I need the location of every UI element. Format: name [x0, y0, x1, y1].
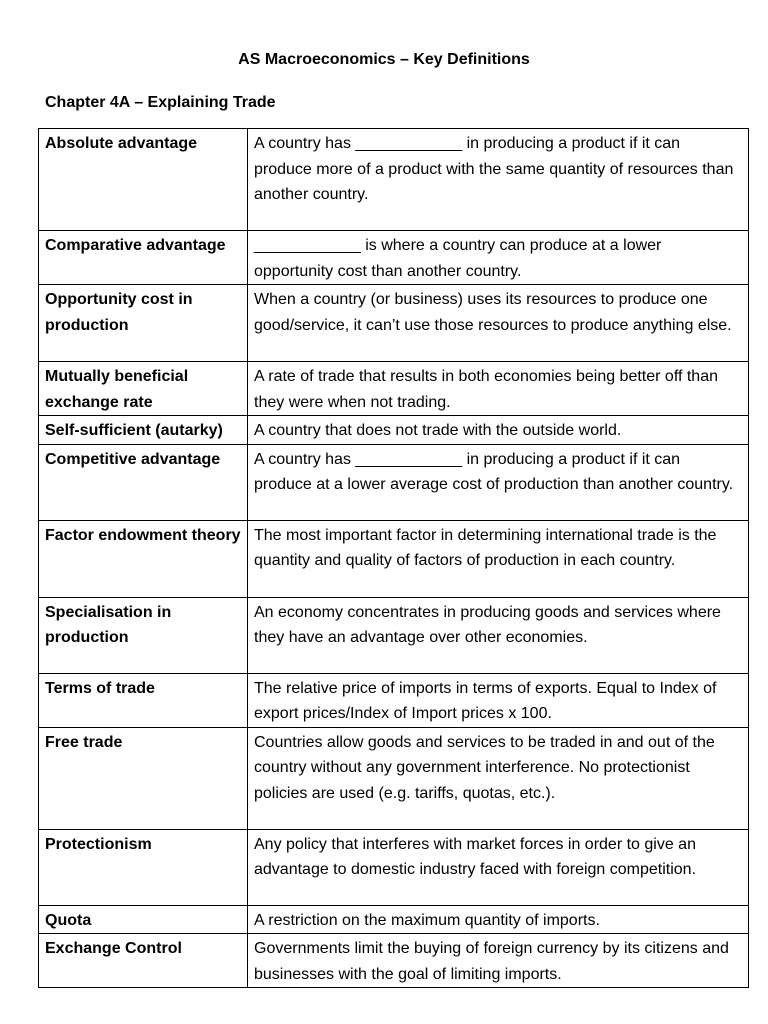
- table-row: [39, 673, 749, 727]
- term-cell: Free trade: [39, 727, 248, 829]
- definition-cell: Any policy that interferes with market forces in order to give an advantage to domestic industry faced with foreign competition.: [248, 829, 749, 905]
- definition-cell: The relative price of imports in terms of exports. Equal to Index of export prices/Index of Import prices x 100.: [248, 673, 749, 727]
- definitions-table: [38, 128, 749, 988]
- table-row: [39, 416, 749, 445]
- definition-cell: Countries allow goods and services to be traded in and out of the country without any government interference. No protectionist policies are used (e.g. tariffs, quotas, etc.).: [248, 727, 749, 829]
- definition-cell: ____________ is where a country can produce at a lower opportunity cost than another country.: [248, 231, 749, 285]
- term-cell: Competitive advantage: [39, 444, 248, 520]
- definition-cell: The most important factor in determining international trade is the quantity and quality of factors of production in each country.: [248, 520, 749, 597]
- table-row: [39, 231, 749, 285]
- definition-cell: A restriction on the maximum quantity of imports.: [248, 905, 749, 934]
- document-title: AS Macroeconomics – Key Definitions: [238, 51, 530, 68]
- definition-cell: Governments limit the buying of foreign currency by its citizens and businesses with the goal of limiting imports.: [248, 934, 749, 988]
- term-cell: Protectionism: [39, 829, 248, 905]
- term-cell: Quota: [39, 905, 248, 934]
- term-cell: Opportunity cost in production: [39, 285, 248, 362]
- table-row: [39, 727, 749, 829]
- table-row: [39, 129, 749, 231]
- term-cell: Exchange Control: [39, 934, 248, 988]
- table-row: [39, 934, 749, 988]
- definition-cell: An economy concentrates in producing goods and services where they have an advantage over other economies.: [248, 597, 749, 673]
- table-row: [39, 829, 749, 905]
- term-cell: Specialisation in production: [39, 597, 248, 673]
- table-row: [39, 444, 749, 520]
- term-cell: Terms of trade: [39, 673, 248, 727]
- definition-cell: When a country (or business) uses its resources to produce one good/service, it can’t use those resources to produce anything else.: [248, 285, 749, 362]
- table-row: [39, 597, 749, 673]
- term-cell: Factor endowment theory: [39, 520, 248, 597]
- table-row: [39, 520, 749, 597]
- term-cell: Comparative advantage: [39, 231, 248, 285]
- term-cell: Absolute advantage: [39, 129, 248, 231]
- term-cell: Mutually beneficial exchange rate: [39, 362, 248, 416]
- definition-cell: A country that does not trade with the outside world.: [248, 416, 749, 445]
- table-row: [39, 362, 749, 416]
- table-row: [39, 905, 749, 934]
- definition-cell: A rate of trade that results in both economies being better off than they were when not trading.: [248, 362, 749, 416]
- definition-cell: A country has ____________ in producing a product if it can produce more of a product with the same quantity of resources than another country.: [248, 129, 749, 231]
- term-cell: Self-sufficient (autarky): [39, 416, 248, 445]
- table-row: [39, 285, 749, 362]
- chapter-heading: Chapter 4A – Explaining Trade: [45, 94, 276, 111]
- definition-cell: A country has ____________ in producing a product if it can produce at a lower average cost of production than another country.: [248, 444, 749, 520]
